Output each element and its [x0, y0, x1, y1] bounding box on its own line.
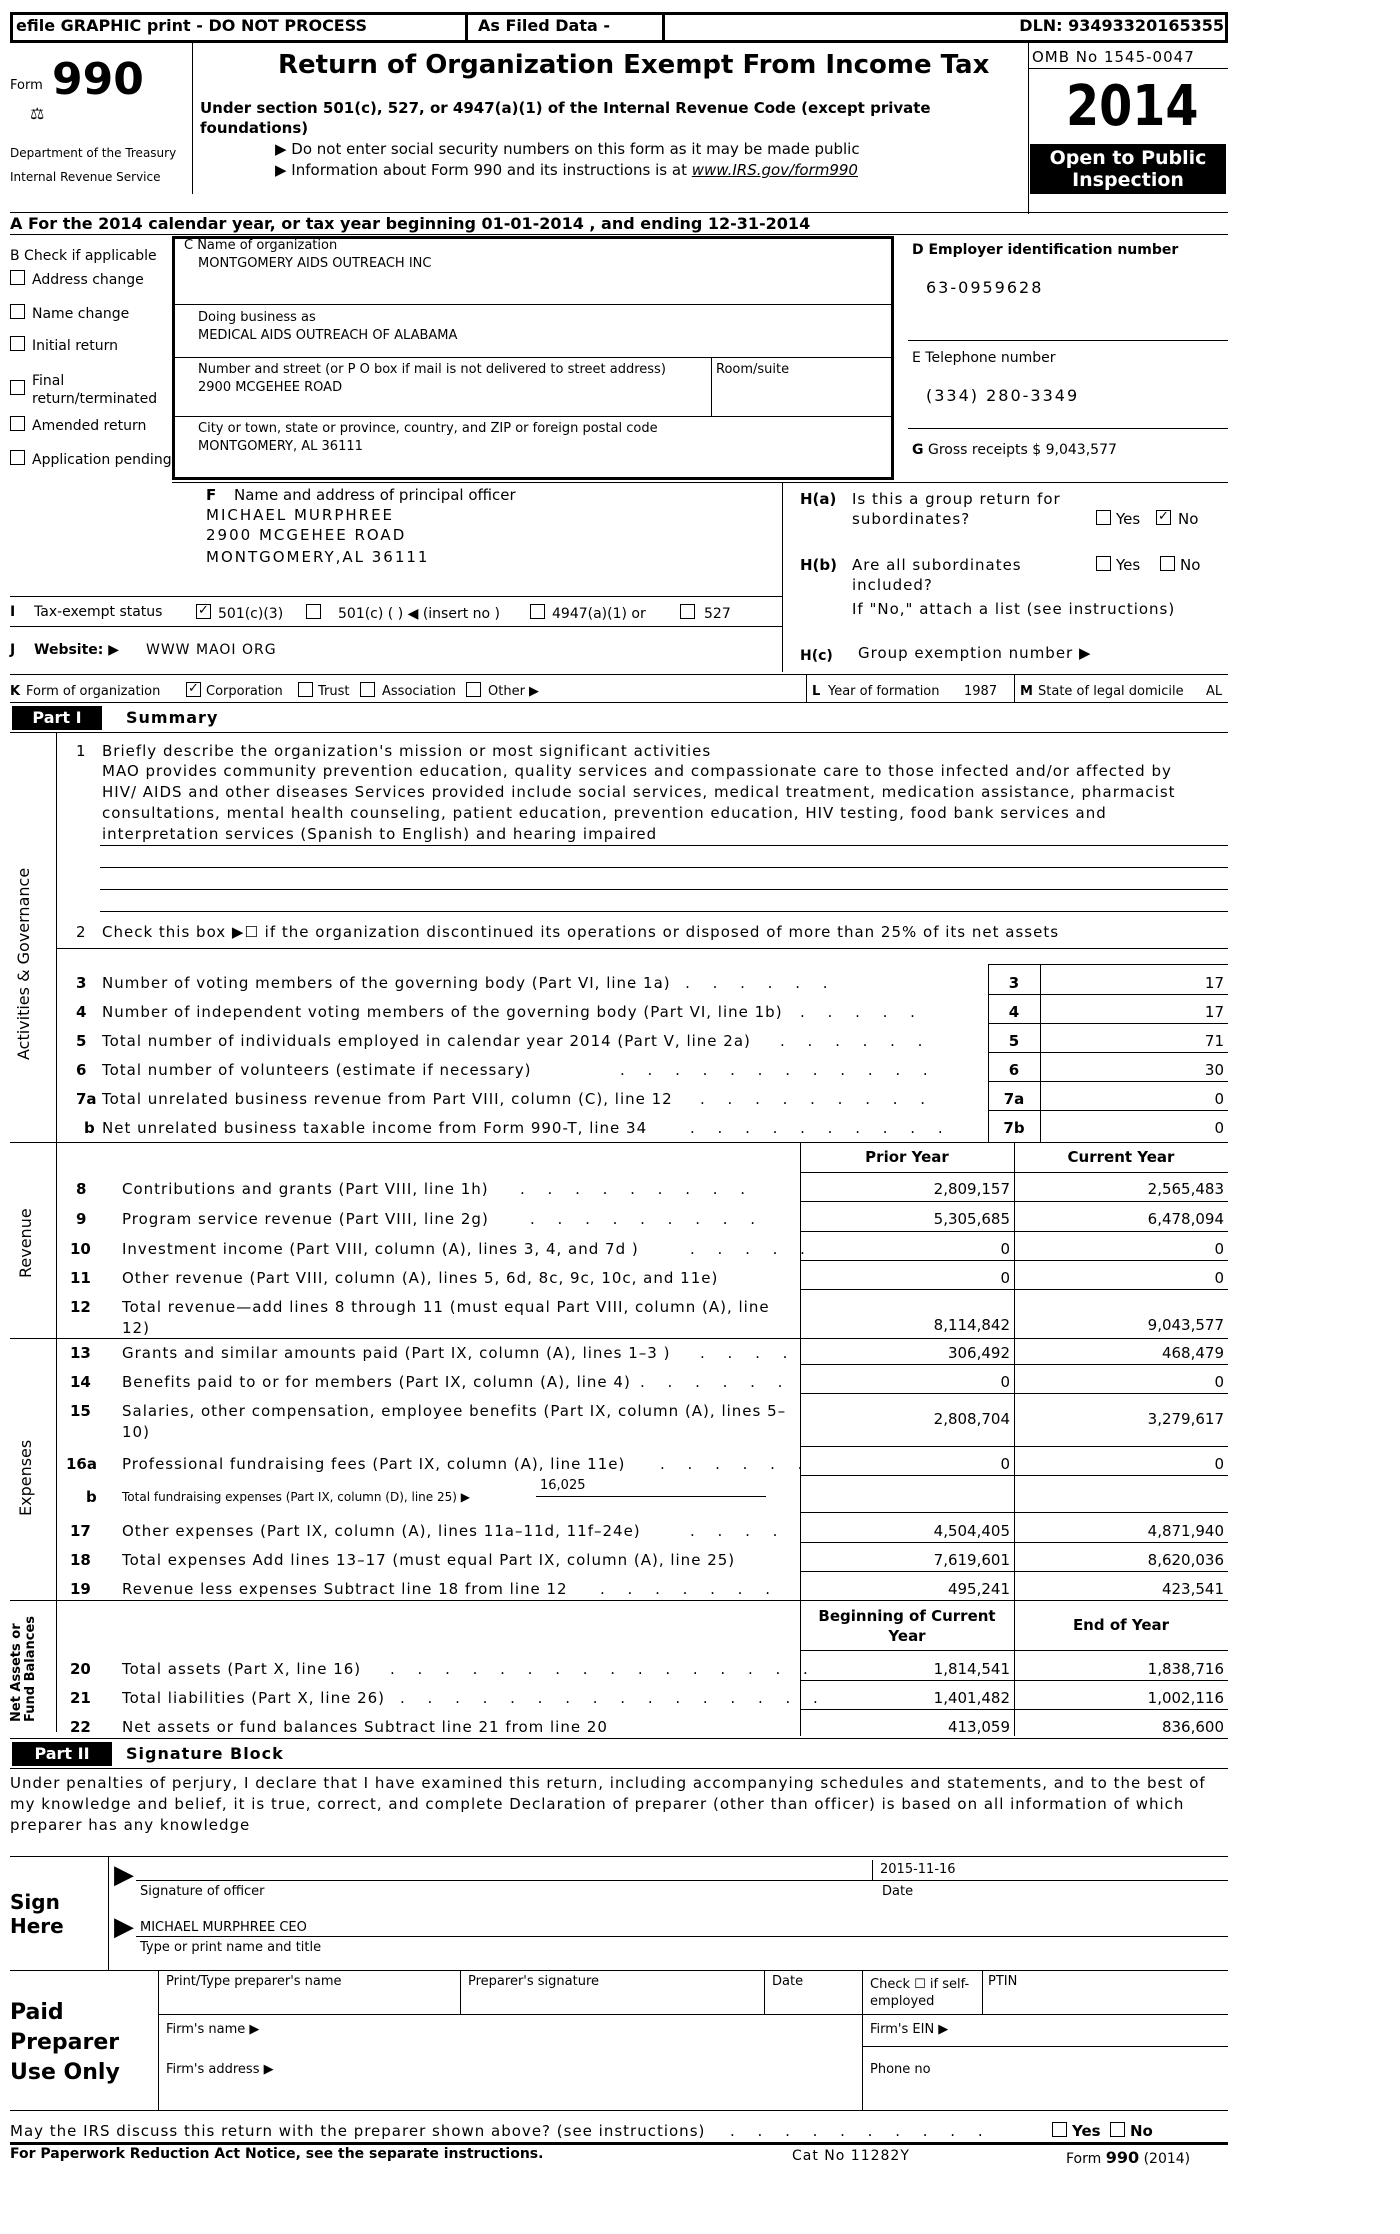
city-label: City or town, state or province, country, and ZIP or foreign postal code — [198, 421, 658, 436]
expense-prior: 306,492 — [947, 1344, 1010, 1362]
revenue-prior: 0 — [1000, 1269, 1010, 1287]
trust-label: Trust — [318, 684, 350, 699]
expense-num: 17 — [70, 1522, 91, 1540]
form-word: Form — [10, 78, 43, 93]
amended-return-label: Amended return — [32, 418, 147, 434]
penalty-line-2: my knowledge and belief, it is true, correct, and complete Declaration of preparer (other than officer) is based on all information of which — [10, 1795, 1185, 1813]
mission-line-1: MAO provides community prevention education, quality services and compassionate care to those infected and/or affected by — [102, 762, 1172, 780]
gov-line-value: 17 — [1204, 974, 1224, 992]
sign-date-value: 2015-11-16 — [880, 1862, 956, 1877]
application-pending-label: Application pending — [32, 452, 172, 468]
dot-leader: . . . . . . . . . — [530, 1210, 765, 1228]
sign-date-label: Date — [882, 1884, 914, 1899]
net-num: 20 — [70, 1660, 91, 1678]
officer-city: MONTGOMERY,AL 36111 — [206, 548, 430, 566]
discuss-question: May the IRS discuss this return with the preparer shown above? (see instructions) — [10, 2122, 706, 2140]
officer-f-label: F — [206, 486, 217, 504]
discuss-no-checkbox[interactable] — [1110, 2122, 1125, 2137]
gov-line-text: Net unrelated business taxable income from Form 990-T, line 34 — [102, 1119, 648, 1137]
line2-text: Check this box ▶☐ if the organization discontinued its operations or disposed of more than 25% of its net assets — [102, 923, 1060, 941]
org-name: MONTGOMERY AIDS OUTREACH INC — [198, 256, 432, 271]
part1-tag: Part I — [12, 706, 102, 730]
omb-number: OMB No 1545-0047 — [1032, 48, 1195, 66]
gov-line-value: 0 — [1214, 1090, 1224, 1108]
dot-leader: . . . . . . . . . . . . . . . . — [400, 1689, 827, 1707]
ha-text-2: subordinates? — [852, 510, 971, 528]
part2-tag: Part II — [12, 1742, 112, 1766]
website-j-label: J — [10, 642, 16, 658]
association-checkbox[interactable] — [360, 682, 375, 697]
expense-num: 16a — [66, 1455, 97, 1473]
irs-link[interactable]: www.IRS.gov/form990 — [691, 161, 858, 179]
gov-line-box: 7a — [1003, 1090, 1025, 1108]
gross-g-label: G — [912, 442, 924, 458]
sign-here: Sign Here — [10, 1890, 64, 1938]
ha-yes-checkbox[interactable] — [1096, 510, 1111, 525]
sign-arrow-icon: ▶ — [114, 1860, 134, 1890]
hc-text: Group exemption number ▶ — [858, 644, 1092, 662]
net-begin: 1,401,482 — [933, 1689, 1010, 1707]
line-a: A For the 2014 calendar year, or tax year beginning 01-01-2014 , and ending 12-31-2014 — [10, 214, 811, 233]
application-pending-checkbox[interactable] — [10, 450, 25, 465]
name-change-checkbox[interactable] — [10, 304, 25, 319]
expense-text: Grants and similar amounts paid (Part IX, column (A), lines 1–3 ) — [122, 1344, 671, 1362]
name-change-label: Name change — [32, 306, 130, 322]
dot-leader: . . . . . . . . . — [520, 1180, 755, 1198]
side-net-assets: Net Assets or Fund Balances — [9, 1616, 38, 1722]
revenue-text: Other revenue (Part VIII, column (A), lines 5, 6d, 8c, 9c, 10c, and 11e) — [122, 1269, 719, 1287]
status-501c3-label: 501(c)(3) — [218, 606, 284, 622]
initial-return-label: Initial return — [32, 338, 118, 354]
expense-num: 14 — [70, 1373, 91, 1391]
officer-name: MICHAEL MURPHREE — [206, 506, 395, 524]
expense-text: Benefits paid to or for members (Part IX, column (A), line 4) — [122, 1373, 631, 1391]
self-employed-checkbox[interactable]: Check ☐ if self-employed — [870, 1977, 970, 2009]
net-num: 22 — [70, 1718, 91, 1736]
form-title: Return of Organization Exempt From Income Tax — [278, 50, 990, 80]
website-value[interactable]: WWW MAOI ORG — [146, 642, 277, 658]
discuss-no-label: No — [1130, 2122, 1153, 2140]
other-checkbox[interactable] — [466, 682, 481, 697]
k-title: Form of organization — [26, 684, 161, 699]
ptin-label: PTIN — [988, 1974, 1018, 1989]
revenue-current: 0 — [1214, 1240, 1224, 1258]
gov-line-num: 7a — [76, 1090, 97, 1108]
revenue-text: Total revenue—add lines 8 through 11 (must equal Part VIII, column (A), line 12) — [122, 1298, 770, 1337]
status-501c-label: 501(c) ( ) ◀ (insert no ) — [338, 606, 501, 622]
net-end: 1,002,116 — [1147, 1689, 1224, 1707]
side-expenses: Expenses — [16, 1439, 35, 1516]
firm-name-label: Firm's name ▶ — [166, 2022, 260, 2037]
hb-label: H(b) — [800, 556, 838, 574]
dba-label: Doing business as — [198, 310, 316, 325]
gov-line-num: 4 — [76, 1003, 87, 1021]
street-label: Number and street (or P O box if mail is not delivered to street address) — [198, 362, 666, 377]
dot-leader: . . . . . — [690, 1240, 814, 1258]
gov-line-text: Total unrelated business revenue from Part VIII, column (C), line 12 — [102, 1090, 673, 1108]
phone-label: E Telephone number — [912, 350, 1056, 366]
status-501c-checkbox[interactable] — [306, 604, 321, 619]
ha-yes-label: Yes — [1116, 510, 1141, 528]
gov-line-num: b — [84, 1119, 95, 1137]
dot-leader: . . . . . . . . . . — [690, 1119, 952, 1137]
type-name-label: Type or print name and title — [140, 1940, 322, 1955]
gov-line-num: 6 — [76, 1061, 87, 1079]
revenue-num: 10 — [70, 1240, 91, 1258]
expense-current: 423,541 — [1161, 1580, 1224, 1598]
expense-prior: 4,504,405 — [933, 1522, 1010, 1540]
revenue-text: Program service revenue (Part VIII, line 2g) — [122, 1210, 489, 1228]
hb-text-2: included? — [852, 576, 933, 594]
filed-banner: As Filed Data - — [478, 16, 610, 35]
revenue-prior: 0 — [1000, 1240, 1010, 1258]
gov-line-text: Total number of individuals employed in calendar year 2014 (Part V, line 2a) — [102, 1032, 751, 1050]
hb-note: If "No," attach a list (see instructions) — [852, 600, 1176, 618]
final-return-checkbox[interactable] — [10, 380, 25, 395]
irs-name: Internal Revenue Service — [10, 170, 161, 184]
revenue-current: 6,478,094 — [1147, 1210, 1224, 1228]
revenue-current: 0 — [1214, 1269, 1224, 1287]
net-end: 1,838,716 — [1147, 1660, 1224, 1678]
expense-text: Revenue less expenses Subtract line 18 from line 12 — [122, 1580, 568, 1598]
ein-label: D Employer identification number — [912, 242, 1179, 258]
revenue-num: 9 — [76, 1210, 87, 1228]
revenue-text: Investment income (Part VIII, column (A), lines 3, 4, and 7d ) — [122, 1240, 639, 1258]
revenue-text: Contributions and grants (Part VIII, line 1h) — [122, 1180, 489, 1198]
net-num: 21 — [70, 1689, 91, 1707]
notice-info: ▶ Information about Form 990 and its instructions is at www.IRS.gov/form990 — [275, 161, 858, 179]
expense-current: 468,479 — [1161, 1344, 1224, 1362]
hb-yes-label: Yes — [1116, 556, 1141, 574]
gov-line-box: 3 — [1008, 974, 1020, 992]
preparer-date-label: Date — [772, 1974, 804, 1989]
revenue-prior: 2,809,157 — [933, 1180, 1010, 1198]
status-527-label: 527 — [704, 606, 731, 622]
revenue-num: 12 — [70, 1298, 91, 1316]
dot-leader: . . . . — [700, 1344, 797, 1362]
part1-title: Summary — [126, 708, 219, 727]
expense-current: 3,279,617 — [1147, 1410, 1224, 1428]
col-end-year: End of Year — [1072, 1616, 1170, 1634]
expense-text: Other expenses (Part IX, column (A), lines 11a–11d, 11f–24e) — [122, 1522, 641, 1540]
room-label: Room/suite — [716, 362, 790, 377]
ha-no-checkbox[interactable]: ✓ — [1156, 510, 1171, 525]
revenue-current: 2,565,483 — [1147, 1180, 1224, 1198]
expense-text: Total fundraising expenses (Part IX, column (D), line 25) ▶ — [122, 1490, 470, 1504]
gov-line-value: 30 — [1204, 1061, 1224, 1079]
address-change-label: Address change — [32, 272, 144, 288]
expense-prior: 0 — [1000, 1455, 1010, 1473]
dot-leader: . . . . . . — [640, 1373, 792, 1391]
net-end: 836,600 — [1161, 1718, 1224, 1736]
notice-ssn: ▶ Do not enter social security numbers on this form as it may be made public — [275, 140, 860, 158]
side-revenue: Revenue — [16, 1208, 35, 1278]
check-applicable-title: B Check if applicable — [10, 248, 157, 264]
net-begin: 413,059 — [947, 1718, 1010, 1736]
revenue-num: 11 — [70, 1269, 91, 1287]
tax-year: 2014 — [1066, 74, 1199, 139]
corporation-checkbox[interactable]: ✓ — [186, 682, 201, 697]
dept-treasury: Department of the Treasury — [10, 146, 177, 160]
k-label: K — [10, 684, 21, 699]
side-governance: Activities & Governance — [14, 867, 33, 1060]
hb-text-1: Are all subordinates — [852, 556, 1022, 574]
dot-leader: . . . . . . . . . . — [730, 2122, 992, 2140]
paid-preparer: Paid Preparer Use Only — [10, 2000, 120, 2085]
hb-no-label: No — [1180, 556, 1201, 574]
street-address: 2900 MCGEHEE ROAD — [198, 380, 343, 395]
tax-status-title: Tax-exempt status — [34, 604, 163, 620]
dot-leader: . . . . . . . — [600, 1580, 779, 1598]
expense-text: Professional fundraising fees (Part IX, column (A), line 11e) — [122, 1455, 626, 1473]
name-arrow-icon: ▶ — [114, 1912, 134, 1942]
officer-name-title: MICHAEL MURPHREE CEO — [140, 1920, 307, 1935]
penalty-line-1: Under penalties of perjury, I declare that I have examined this return, including accompanying schedules and statements, and to the best of — [10, 1774, 1206, 1792]
gov-line-value: 0 — [1214, 1119, 1224, 1137]
status-501c3-checkbox[interactable]: ✓ — [196, 604, 211, 619]
gov-line-box: 4 — [1008, 1003, 1020, 1021]
l-label: L — [812, 684, 821, 699]
firm-address-label: Firm's address ▶ — [166, 2062, 274, 2077]
expense-current: 8,620,036 — [1147, 1551, 1224, 1569]
status-4947-label: 4947(a)(1) or — [552, 606, 646, 622]
amended-return-checkbox[interactable] — [10, 416, 25, 431]
expense-num: 19 — [70, 1580, 91, 1598]
address-change-checkbox[interactable] — [10, 270, 25, 285]
expense-prior: 7,619,601 — [933, 1551, 1010, 1569]
eagle-icon: ⚖ — [30, 104, 45, 123]
preparer-signature-label[interactable]: Preparer's signature — [468, 1974, 600, 1989]
penalty-line-3: preparer has any knowledge — [10, 1816, 251, 1834]
expense-prior: 495,241 — [947, 1580, 1010, 1598]
mission-line-2: HIV/ AIDS and other diseases Services provided include social services, medical treatment, medication assistance, pharmacist — [102, 783, 1176, 801]
m-value: AL — [1206, 684, 1223, 699]
revenue-num: 8 — [76, 1180, 87, 1198]
discuss-yes-label: Yes — [1072, 2122, 1101, 2140]
l-text: Year of formation — [828, 684, 940, 699]
line1-num: 1 — [76, 742, 86, 760]
line1-text: Briefly describe the organization's mission or most significant activities — [102, 742, 712, 760]
city-address: MONTGOMERY, AL 36111 — [198, 439, 363, 454]
expense-current: 0 — [1214, 1455, 1224, 1473]
dot-leader: . . . . . . . . . — [700, 1090, 935, 1108]
dba-name: MEDICAL AIDS OUTREACH OF ALABAMA — [198, 328, 458, 343]
hc-label: H(c) — [800, 648, 833, 664]
status-527-checkbox[interactable] — [680, 604, 695, 619]
net-begin: 1,814,541 — [933, 1660, 1010, 1678]
association-label: Association — [382, 684, 457, 699]
gov-line-num: 3 — [76, 974, 87, 992]
form-number: 990 — [52, 54, 144, 105]
fundraising-inline-value: 16,025 — [540, 1478, 586, 1493]
net-text: Total assets (Part X, line 16) — [122, 1660, 362, 1678]
expense-num: b — [86, 1488, 97, 1506]
discuss-yes-checkbox[interactable] — [1052, 2122, 1067, 2137]
col-beginning: Beginning of Current Year — [818, 1607, 996, 1645]
dot-leader: . . . . . . — [780, 1032, 932, 1050]
paperwork-notice: For Paperwork Reduction Act Notice, see the separate instructions. — [10, 2146, 544, 2162]
l-value: 1987 — [964, 684, 998, 699]
preparer-name-label: Print/Type preparer's name — [166, 1974, 342, 1989]
website-title: Website: ▶ — [34, 642, 120, 658]
hb-no-checkbox[interactable] — [1160, 556, 1175, 571]
phone-no-label: Phone no — [870, 2062, 931, 2077]
efile-banner: efile GRAPHIC print - DO NOT PROCESS — [16, 16, 368, 35]
other-label: Other ▶ — [488, 684, 540, 699]
status-4947-checkbox[interactable] — [530, 604, 545, 619]
firm-ein-label: Firm's EIN ▶ — [870, 2022, 949, 2037]
gross-receipts: Gross receipts $ 9,043,577 — [928, 442, 1117, 458]
form-subtitle: Under section 501(c), 527, or 4947(a)(1) of the Internal Revenue Code (except private foundations) — [200, 99, 931, 137]
part2-title: Signature Block — [126, 1744, 284, 1763]
expense-num: 13 — [70, 1344, 91, 1362]
revenue-prior: 5,305,685 — [933, 1210, 1010, 1228]
hb-yes-checkbox[interactable] — [1096, 556, 1111, 571]
col-prior-year: Prior Year — [865, 1148, 949, 1166]
expense-current: 0 — [1214, 1373, 1224, 1391]
ha-label: H(a) — [800, 490, 837, 508]
expense-text: Salaries, other compensation, employee benefits (Part IX, column (A), lines 5–10) — [122, 1402, 787, 1441]
gov-line-text: Number of independent voting members of the governing body (Part VI, line 1b) — [102, 1003, 783, 1021]
footer-form: Form 990 (2014) — [1066, 2148, 1191, 2167]
ein-value: 63-0959628 — [926, 278, 1044, 297]
officer-street: 2900 MCGEHEE ROAD — [206, 526, 407, 544]
m-label: M — [1020, 684, 1033, 699]
line2-num: 2 — [76, 923, 86, 941]
dot-leader: . . . . . . — [660, 1455, 812, 1473]
gov-line-box: 7b — [1003, 1119, 1025, 1137]
open-public-badge: Open to Public Inspection — [1030, 144, 1226, 194]
trust-checkbox[interactable] — [298, 682, 313, 697]
mission-line-3: consultations, mental health counseling, patient education, prevention education, HIV testing, food bank services and — [102, 804, 1107, 822]
dot-leader: . . . . . . . . — [630, 974, 837, 992]
cat-number: Cat No 11282Y — [792, 2148, 910, 2164]
col-current-year: Current Year — [1067, 1148, 1175, 1166]
expense-prior: 2,808,704 — [933, 1410, 1010, 1428]
corporation-label: Corporation — [206, 684, 283, 699]
phone-value: (334) 280-3349 — [926, 386, 1080, 405]
gov-line-box: 5 — [1008, 1032, 1020, 1050]
gov-line-value: 71 — [1204, 1032, 1224, 1050]
ha-no-label: No — [1178, 510, 1199, 528]
signature-label[interactable]: Signature of officer — [140, 1884, 265, 1899]
expense-prior: 0 — [1000, 1373, 1010, 1391]
gov-line-text: Number of voting members of the governing body (Part VI, line 1a) — [102, 974, 671, 992]
net-text: Net assets or fund balances Subtract line 21 from line 20 — [122, 1718, 608, 1736]
expense-current: 4,871,940 — [1147, 1522, 1224, 1540]
initial-return-checkbox[interactable] — [10, 336, 25, 351]
expense-text: Total expenses Add lines 13–17 (must equal Part IX, column (A), line 25) — [122, 1551, 736, 1569]
final-return-label: Final return/terminated — [32, 373, 158, 407]
gov-line-box: 6 — [1008, 1061, 1020, 1079]
dot-leader: . . . . — [690, 1522, 787, 1540]
org-name-label: C Name of organization — [184, 238, 338, 253]
net-text: Total liabilities (Part X, line 26) — [122, 1689, 386, 1707]
dot-leader: . . . . . — [800, 1003, 924, 1021]
ha-text-1: Is this a group return for — [852, 490, 1061, 508]
gov-line-value: 17 — [1204, 1003, 1224, 1021]
officer-label: Name and address of principal officer — [234, 486, 516, 504]
gov-line-num: 5 — [76, 1032, 87, 1050]
revenue-prior: 8,114,842 — [933, 1316, 1010, 1334]
gov-line-text: Total number of volunteers (estimate if necessary) — [102, 1061, 532, 1079]
dot-leader: . . . . . . . . . . . . — [620, 1061, 937, 1079]
revenue-current: 9,043,577 — [1147, 1316, 1224, 1334]
expense-num: 15 — [70, 1402, 91, 1420]
expense-num: 18 — [70, 1551, 91, 1569]
tax-status-i-label: I — [10, 604, 16, 620]
mission-line-4: interpretation services (Spanish to English) and hearing impaired — [102, 825, 658, 843]
dln: DLN: 93493320165355 — [1019, 16, 1224, 35]
m-text: State of legal domicile — [1038, 684, 1184, 699]
dot-leader: . . . . . . . . . . . . . . . . — [390, 1660, 817, 1678]
